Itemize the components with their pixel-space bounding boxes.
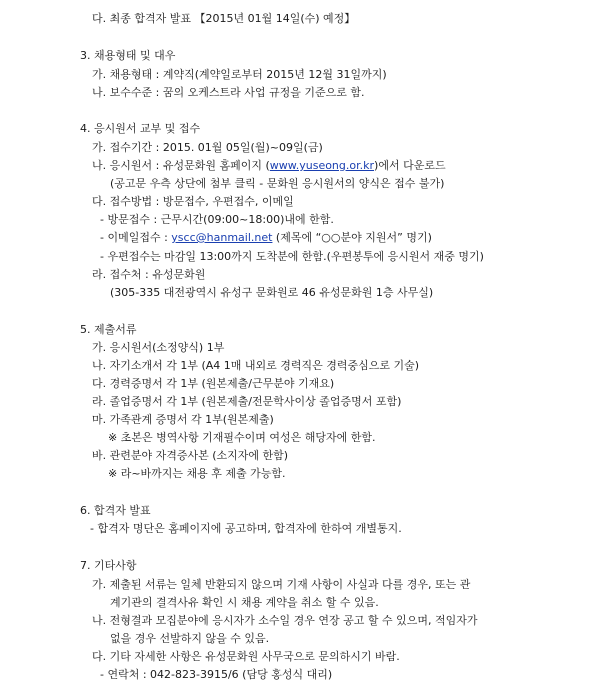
final-result-announcement: 다. 최종 합격자 발표 【2015년 01월 14일(수) 예정】 (92, 12, 356, 25)
application-period: 가. 접수기간 : 2015. 01월 05일(월)~09일(금) (92, 141, 323, 154)
download-text-prefix: 나. 응시원서 : 유성문화원 홈페이지 ( (92, 159, 270, 172)
attachment-note: (공고문 우측 상단에 첨부 클릭 - 문화원 응시원서의 양식은 접수 불가) (110, 177, 445, 190)
email-text-suffix: (제목에 “○○분야 지원서” 명기) (272, 231, 432, 244)
other-item-ga-line2: 계기관의 결격사유 확인 시 채용 계약을 취소 할 수 있음. (110, 596, 379, 609)
other-item-na-line1: 나. 전형결과 모집분야에 응시자가 소수일 경우 연장 공고 할 수 있으며, 적임자가 (92, 614, 478, 627)
section-3-title: 3. 채용형태 및 대우 (80, 49, 176, 62)
section-7-title: 7. 기타사항 (80, 559, 137, 572)
other-item-da: 다. 기타 자세한 사항은 유성문화원 사무국으로 문의하시기 바람. (92, 650, 400, 663)
visit-submission: - 방문접수 : 근무시간(09:00~18:00)내에 한함. (100, 213, 334, 226)
salary-level: 나. 보수수준 : 꿈의 오케스트라 사업 규정을 기준으로 함. (92, 86, 365, 99)
postal-submission: - 우편접수는 마감일 13:00까지 도착분에 한함.(우편봉투에 응시원서 재중 명기) (100, 250, 484, 263)
doc-graduation-certificate: 라. 졸업증명서 각 1부 (원본제출/전문학사이상 졸업증명서 포함) (92, 395, 402, 408)
email-submission (100, 231, 432, 245)
homepage-link[interactable]: www.yuseong.or.kr (269, 159, 375, 172)
other-item-na-line2: 없을 경우 선발하지 않을 수 있음. (110, 632, 270, 645)
section-6-title: 6. 합격자 발표 (80, 504, 151, 517)
email-text-prefix: - 이메일접수 : (100, 231, 172, 244)
reception-office: 라. 접수처 : 유성문화원 (92, 268, 206, 281)
contact-info: - 연락처 : 042-823-3915/6 (담당 홍성식 대리) (100, 668, 333, 681)
office-address: (305-335 대전광역시 유성구 문화원로 46 유성문화원 1층 사무실) (110, 286, 434, 299)
section-5-title: 5. 제출서류 (80, 323, 137, 336)
section-4-title: 4. 응시원서 교부 및 접수 (80, 122, 201, 135)
doc-career-certificate: 다. 경력증명서 각 1부 (원본제출/근무분야 기재요) (92, 377, 335, 390)
download-text-suffix: )에서 다운로드 (374, 159, 446, 172)
email-link[interactable]: yscc@hanmail.net (171, 231, 273, 244)
submission-methods: 다. 접수방법 : 방문접수, 우편접수, 이메일 (92, 195, 294, 208)
other-item-ga-line1: 가. 제출된 서류는 일체 반환되지 않으며 기재 사항이 사실과 다를 경우, 또는 관 (92, 578, 471, 591)
employment-type: 가. 채용형태 : 계약직(계약일로부터 2015년 12월 31일까지) (92, 68, 387, 81)
doc-license-copy: 바. 관련분야 자격증사본 (소지자에 한함) (92, 449, 289, 462)
doc-family-relation: 마. 가족관계 증명서 각 1부(원본제출) (92, 413, 274, 426)
doc-application-form: 가. 응시원서(소정양식) 1부 (92, 341, 225, 354)
announcement-note: - 합격자 명단은 홈페이지에 공고하며, 합격자에 한하여 개별통지. (90, 522, 402, 535)
license-note: ※ 라~바까지는 채용 후 제출 가능함. (108, 467, 286, 480)
application-form-download (92, 159, 446, 173)
family-relation-note: ※ 초본은 병역사항 기재필수이며 여성은 해당자에 한함. (108, 431, 376, 444)
doc-self-introduction: 나. 자기소개서 각 1부 (A4 1매 내외로 경력직은 경력중심으로 기술) (92, 359, 420, 372)
